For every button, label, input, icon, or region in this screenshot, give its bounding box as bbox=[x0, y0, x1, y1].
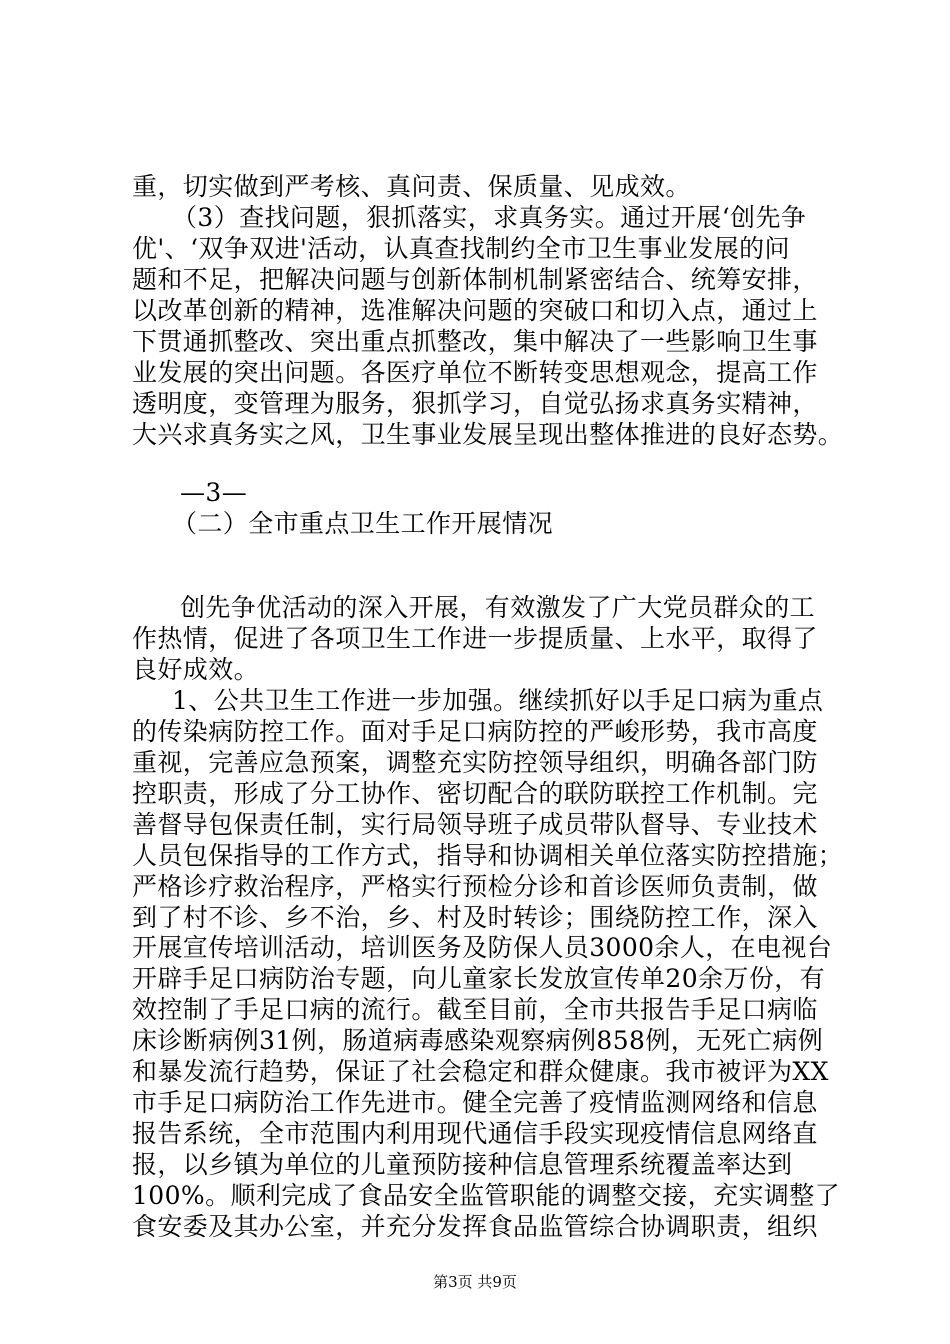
body-line: 的传染病防控工作。面对手足口病防控的严峻形势，我市高度 bbox=[132, 717, 818, 746]
section-heading: （二）全市重点卫生工作开展情况 bbox=[172, 509, 554, 538]
body-line: 控职责，形成了分工协作、密切配合的联防联控工作机制。完 bbox=[132, 779, 818, 808]
body-line: 和暴发流行趋势，保证了社会稳定和群众健康。我市被评为XX bbox=[132, 1057, 829, 1086]
body-line: 重，切实做到严考核、真问责、保质量、见成效。 bbox=[132, 172, 691, 201]
body-line: 床诊断病例31例，肠道病毒感染观察病例858例，无死亡病例 bbox=[132, 1026, 824, 1055]
body-line: 人员包保指导的工作方式，指导和协调相关单位落实防控措施； bbox=[132, 841, 844, 870]
body-line: 下贯通抓整改、突出重点抓整改，集中解决了一些影响卫生事 bbox=[132, 327, 818, 356]
body-line: 透明度，变管理为服务，狠抓学习，自觉弘扬求真务实精神， bbox=[132, 389, 818, 418]
body-line: 1、公共卫生工作进一步加强。继续抓好以手足口病为重点 bbox=[172, 686, 824, 715]
body-line: 优'、‘双争双进'活动，认真查找制约全市卫生事业发展的问 bbox=[132, 234, 790, 263]
body-line: 严格诊疗救治程序，严格实行预检分诊和首诊医师负责制，做 bbox=[132, 872, 818, 901]
body-line: 题和不足，把解决问题与创新体制机制紧密结合、统筹安排， bbox=[132, 265, 818, 294]
body-line: 善督导包保责任制，实行局领导班子成员带队督导、专业技术 bbox=[132, 810, 818, 839]
body-line: 良好成效。 bbox=[132, 655, 260, 684]
body-line: 100%。顺利完成了食品安全监管职能的调整交接，充实调整了 bbox=[132, 1181, 841, 1210]
body-line: 创先争优活动的深入开展，有效激发了广大党员群众的工 bbox=[180, 593, 816, 622]
body-line: 效控制了手足口病的流行。截至目前，全市共报告手足口病临 bbox=[132, 995, 818, 1024]
body-line: 食安委及其办公室，并充分发挥食品监管综合协调职责，组织 bbox=[132, 1212, 818, 1241]
body-line: 开展宣传培训活动，培训医务及防保人员3000余人，在电视台 bbox=[132, 933, 833, 962]
body-line: （3）查找问题，狠抓落实，求真务实。通过开展‘创先争 bbox=[172, 203, 807, 232]
body-line: 到了村不诊、乡不治，乡、村及时转诊；围绕防控工作，深入 bbox=[132, 903, 818, 932]
body-line: 市手足口病防治工作先进市。健全完善了疫情监测网络和信息 bbox=[132, 1088, 818, 1117]
inline-page-number: —3— bbox=[180, 478, 248, 507]
body-line: 开辟手足口病防治专题，向儿童家长发放宣传单20余万份，有 bbox=[132, 964, 826, 993]
page-footer: 第3页 共9页 bbox=[433, 1273, 517, 1291]
body-line: 报，以乡镇为单位的儿童预防接种信息管理系统覆盖率达到 bbox=[132, 1150, 793, 1179]
body-line: 以改革创新的精神，选准解决问题的突破口和切入点，通过上 bbox=[132, 296, 818, 325]
body-line: 大兴求真务实之风，卫生事业发展呈现出整体推进的良好态势。 bbox=[132, 420, 844, 449]
body-line: 作热情，促进了各项卫生工作进一步提质量、上水平，取得了 bbox=[132, 624, 818, 653]
body-line: 业发展的突出问题。各医疗单位不断转变思想观念，提高工作 bbox=[132, 358, 818, 387]
body-line: 重视，完善应急预案，调整充实防控领导组织，明确各部门防 bbox=[132, 748, 818, 777]
body-line: 报告系统，全市范围内利用现代通信手段实现疫情信息网络直 bbox=[132, 1119, 818, 1148]
